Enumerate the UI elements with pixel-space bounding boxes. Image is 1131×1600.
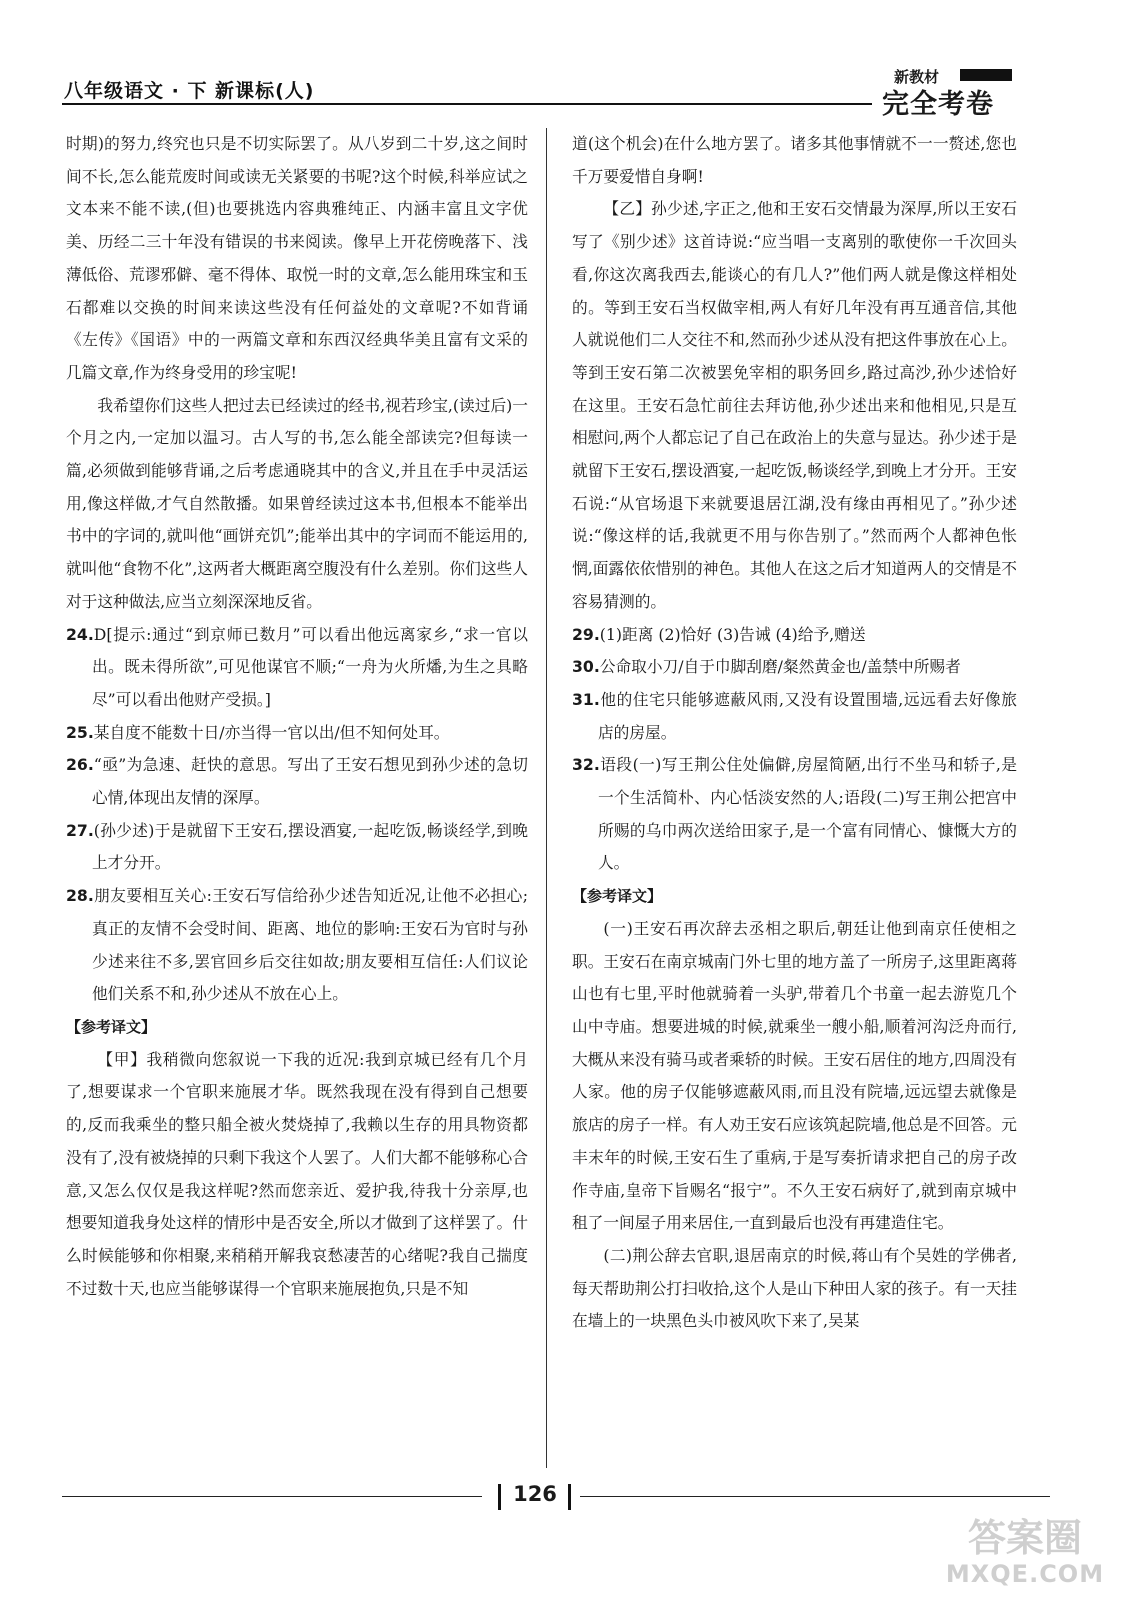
column-divider [546, 128, 547, 1468]
brand-black-bar [960, 69, 1012, 81]
answer-text: (1)距离 (2)恰好 (3)告诫 (4)给予,赠送 [599, 624, 866, 644]
answer-text: 朋友要相互关心:王安石写信给孙少述告知近况,让他不必担心;真正的友情不会受时间、距离、地位的影响:王安石为官时与孙少述来往不多,罢官回乡后交往如故;朋友要相互信任:人们议论他们关系不和,孙少述从不放在心上。 [92, 886, 528, 1004]
watermark [930, 1515, 1120, 1593]
right-column [572, 128, 1017, 1472]
translation-yi: 【乙】孙少述,字正之,他和王安石交情最为深厚,所以王安石写了《别少述》这首诗说:“应当唱一支离别的歌使你一千次回头看,你这次离我西去,能谈心的有几人?”他们两人就是像这样相处的。等到王安石当权做宰相,两人有好几年没有再互通音信,其他人就说他们二人交往不和,然而孙少述从没有把这件事放在心上。等到王安石第二次被罢免宰相的职务回乡,路过高沙,孙少述恰好在这里。王安石急忙前往去拜访他,孙少述出来和他相见,只是互相慰问,两个人都忘记了自己在政治上的失意与显达。孙少述于是就留下王安石,摆设酒宴,一起吃饭,畅谈经学,到晚上才分开。王安石说:“从官场退下来就要退居江湖,没有缘由再相见了。”孙少述说:“像这样的话,我就更不用与你告别了。”然而两个人都神色怅惘,面露依依惜别的神色。其他人在这之后才知道两人的交情是不容易猜测的。 [572, 199, 1017, 611]
question-number: 29. [572, 624, 600, 644]
question-number: 25. [66, 722, 94, 742]
translation-jia: 【甲】我稍微向您叙说一下我的近况:我到京城已经有几个月了,想要谋求一个官职来施展才华。既然我现在没有得到自己想要的,反而我乘坐的整只船全被火焚烧掉了,我赖以生存的用具物资都没有了,没有被烧掉的只剩下我这个人罢了。人们大都不能够称心合意,又怎么仅仅是我这样呢?然而您亲近、爱护我,待我十分亲厚,也想要知道我身处这样的情形中是否安全,所以才做到了这样罢了。什么时候能够和你相聚,来稍稍开解我哀愁凄苦的心绪呢?我自己揣度不过数十天,也应当能够谋得一个官职来施展抱负,只是不知 [66, 1049, 528, 1298]
brand-logo [880, 62, 1070, 120]
watermark-url: MXQE.COM [945, 1560, 1105, 1588]
footer-bar-left [498, 1484, 501, 1510]
answer-29 [572, 619, 1017, 652]
header-rule [62, 103, 872, 105]
question-number: 28. [66, 886, 94, 906]
answer-24 [66, 619, 528, 717]
answer-27 [66, 815, 528, 880]
question-number: 26. [66, 755, 94, 775]
answer-25 [66, 717, 528, 750]
question-number: 27. [66, 820, 94, 840]
question-number: 31. [572, 689, 600, 709]
answer-text: 某自度不能数十日/亦当得一官以出/但不知何处耳。 [93, 722, 450, 742]
answer-30 [572, 651, 1017, 684]
question-number: 30. [572, 657, 600, 677]
reference-translation-label: 【参考译文】 [66, 1017, 157, 1036]
answer-text: D[提示:通过“到京师已数月”可以看出他远离家乡,“求一官以出。既未得所欲”,可见他谋官不顺;“一舟为火所燔,为生之具略尽”可以看出他财产受损。] [92, 624, 528, 709]
answer-28 [66, 880, 528, 1011]
answer-text: “亟”为急速、赶快的意思。写出了王安石想见到孙少述的急切心情,体现出友情的深厚。 [92, 755, 528, 808]
answer-26 [66, 749, 528, 814]
brand-small-text: 新教材 [894, 68, 940, 86]
answer-text: 语段(一)写王荆公住处偏僻,房屋简陋,出行不坐马和轿子,是一个生活简朴、内心恬淡安然的人;语段(二)写王荆公把宫中所赐的乌巾两次送给田家子,是一个富有同情心、慷慨大方的人。 [598, 755, 1017, 873]
answer-text: 公命取小刀/自于巾脚刮磨/粲然黄金也/盖禁中所赐者 [599, 657, 961, 677]
answer-text: (孙少述)于是就留下王安石,摆设酒宴,一起吃饭,畅谈经学,到晚上才分开。 [92, 820, 528, 873]
footer-rule-right [580, 1496, 1050, 1497]
reference-translation-label: 【参考译文】 [572, 887, 663, 906]
question-number: 24. [66, 624, 94, 644]
header-title: 八年级语文 · 下 新课标(人) [64, 80, 315, 102]
translation-section-1: (一)王安石再次辞去丞相之职后,朝廷让他到南京任使相之职。王安石在南京城南门外七里的地方盖了一所房子,这里距离蒋山也有七里,平时他就骑着一头驴,带着几个书童一起去游览几个山中寺庙。想要进城的时候,就乘坐一艘小船,顺着河沟泛舟而行,大概从来没有骑马或者乘轿的时候。王安石居住的地方,四周没有人家。他的房子仅能够遮蔽风雨,而且没有院墙,远远望去就像是旅店的房子一样。有人劝王安石应该筑起院墙,他总是不回答。元丰末年的时候,王安石生了重病,于是写奏折请求把自己的房子改作寺庙,皇帝下旨赐名“报宁”。不久王安石病好了,就到南京城中租了一间屋子用来居住,一直到最后也没有再建造住宅。 [572, 918, 1017, 1233]
answer-text: 他的住宅只能够遮蔽风雨,又没有设置围墙,远远看去好像旅店的房屋。 [598, 689, 1017, 742]
page-number: 126 [513, 1482, 557, 1506]
watermark-text: 答案圈 [967, 1516, 1082, 1560]
footer-bar-right [568, 1484, 571, 1510]
translation-section-2: (二)荆公辞去官职,退居南京的时候,蒋山有个吴姓的学佛者,每天帮助荆公打扫收拾,这个人是山下种田人家的孩子。有一天挂在墙上的一块黑色头巾被风吹下来了,吴某 [572, 1245, 1017, 1331]
brand-big-text: 完全考卷 [882, 89, 994, 120]
question-number: 32. [572, 755, 600, 775]
answer-32 [572, 749, 1017, 880]
translation-jia-continued: 道(这个机会)在什么地方罢了。诸多其他事情就不一一赘述,您也千万要爱惜自身啊! [572, 134, 1017, 186]
left-column [66, 128, 528, 1472]
translation-paragraph-continued: 时期)的努力,终究也只是不切实际罢了。从八岁到二十岁,这之间时间不长,怎么能荒废时间或读无关紧要的书呢?这个时候,科举应试之文本来不能不读,(但)也要挑选内容典雅纯正、内涵丰富且文字优美、历经二三十年没有错误的书来阅读。像早上开花傍晚落下、浅薄低俗、荒谬邪僻、毫不得体、取悦一时的文章,怎么能用珠宝和玉石都难以交换的时间来读这些没有任何益处的文章呢?不如背诵《左传》《国语》中的一两篇文章和东西汉经典华美且富有文采的几篇文章,作为终身受用的珍宝呢! [66, 134, 528, 382]
footer-rule-left [62, 1496, 482, 1497]
translation-paragraph: 我希望你们这些人把过去已经读过的经书,视若珍宝,(读过后)一个月之内,一定加以温习。古人写的书,怎么能全部读完?但每读一篇,必须做到能够背诵,之后考虑通晓其中的含义,并且在手中灵活运用,像这样做,才气自然散播。如果曾经读过这本书,但根本不能举出书中的字词的,就叫他“画饼充饥”;能举出其中的字词而不能运用的,就叫他“食物不化”,这两者大概距离空腹没有什么差别。你们这些人对于这种做法,应当立刻深深地反省。 [66, 395, 528, 611]
answer-31 [572, 684, 1017, 749]
